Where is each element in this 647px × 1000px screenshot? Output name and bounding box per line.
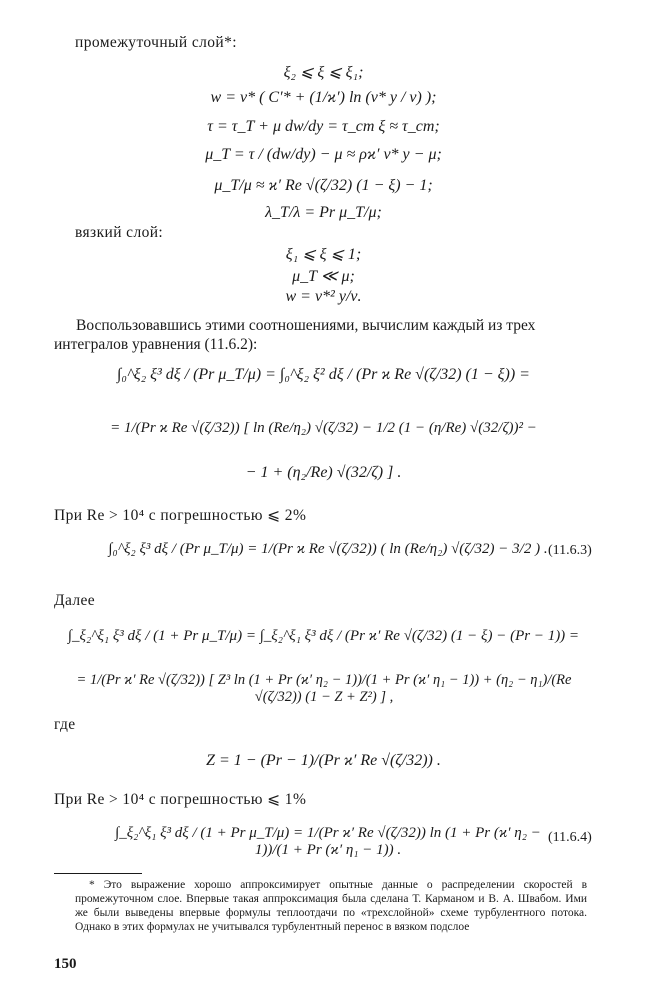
footnote-rule (54, 873, 142, 874)
footnote-text: * Это выражение хорошо аппроксимирует опытные данные о распределении скоростей в промежуточном слое. Впервые такая аппроксимация была сделана Т. Карманом и В. А. Швабом. Ими же были выведены впервые формулы теплоотдачи по «трехслойной» схеме турбулентного потока. Однако в этих формулах не учитывался турбулентный перенос в вязком подслое (75, 879, 587, 933)
paragraph-integrals: Воспользовавшись этими соотношениями, вычислим каждый из трех интегралов уравнения (11.6.2): (54, 317, 536, 353)
equation-visc-1: ξ₁ ⩽ ξ ⩽ 1; (285, 246, 362, 263)
paragraph-where: где (54, 716, 76, 733)
paragraph-accuracy-1: При Re > 10⁴ с погрешностью ⩽ 1% (54, 791, 307, 808)
equation-e: ∫_ξ₂^ξ₁ ξ³ dξ / (1 + Pr μ_T/μ) = 1/(Pr ϰ′ Re √(ζ/32)) ln (1 + Pr (ϰ′ η₂ − 1))/(1 + Pr (ϰ′ η₁ − 1)) . (115, 825, 541, 858)
equation-number-11-6-4: (11.6.4) (548, 830, 592, 845)
page-number: 150 (54, 956, 77, 972)
equation-int-5: μ_T/μ ≈ ϰ′ Re √(ζ/32) (1 − ξ) − 1; (214, 177, 433, 194)
equation-int-1: ξ₂ ⩽ ξ ⩽ ξ₁; (283, 64, 364, 81)
equation-int-6: λ_T/λ = Pr μ_T/μ; (265, 204, 382, 221)
equation-int-4: μ_T = τ / (dw/dy) − μ ≈ ρϰ′ v* y − μ; (205, 146, 442, 163)
equation-c-line-1: ∫_ξ₂^ξ₁ ξ³ dξ / (1 + Pr μ_T/μ) = ∫_ξ₂^ξ₁ ξ³ dξ / (Pr ϰ′ Re √(ζ/32) (1 − ξ) − (Pr − 1)) = (67, 628, 580, 644)
equation-visc-3: w = v*² y/ν. (285, 288, 362, 305)
equation-int-2: w = v* ( C′* + (1/ϰ′) ln (v* y / ν) ); (210, 89, 437, 106)
paragraph-further: Далее (54, 592, 96, 609)
equation-number-11-6-3: (11.6.3) (548, 543, 592, 558)
paragraph-accuracy-2: При Re > 10⁴ с погрешностью ⩽ 2% (54, 507, 307, 524)
equation-visc-2: μ_T ≪ μ; (292, 268, 355, 285)
equation-d: Z = 1 − (Pr − 1)/(Pr ϰ′ Re √(ζ/32)) . (206, 752, 441, 769)
equation-c-line-2: = 1/(Pr ϰ′ Re √(ζ/32)) [ Z³ ln (1 + Pr (ϰ′ η₂ − 1))/(1 + Pr (ϰ′ η₁ − 1)) + (η₂ − η₁)/(Re √(ζ/32)) (1 − Z + Z²) ] , (76, 672, 572, 705)
section-viscous-label: вязкий слой: (75, 224, 164, 241)
equation-int-3: τ = τ_T + μ dw/dy = τ_ст ξ ≈ τ_ст; (207, 118, 440, 135)
equation-a-line-1: ∫₀^ξ₂ ξ³ dξ / (Pr μ_T/μ) = ∫₀^ξ₂ ξ² dξ / (Pr ϰ Re √(ζ/32) (1 − ξ)) = (117, 366, 530, 383)
equation-b: ∫₀^ξ₂ ξ³ dξ / (Pr μ_T/μ) = 1/(Pr ϰ Re √(ζ/32)) ( ln (Re/η₂) √(ζ/32) − 3/2 ) . (108, 541, 548, 557)
section-intermediate-label: промежуточный слой*: (75, 34, 237, 51)
equation-a-line-2: = 1/(Pr ϰ Re √(ζ/32)) [ ln (Re/η₂) √(ζ/32) − 1/2 (1 − (η/Re) √(32/ζ))² − (110, 420, 537, 436)
equation-a-line-3: − 1 + (η₂/Re) √(32/ζ) ] . (245, 464, 402, 481)
